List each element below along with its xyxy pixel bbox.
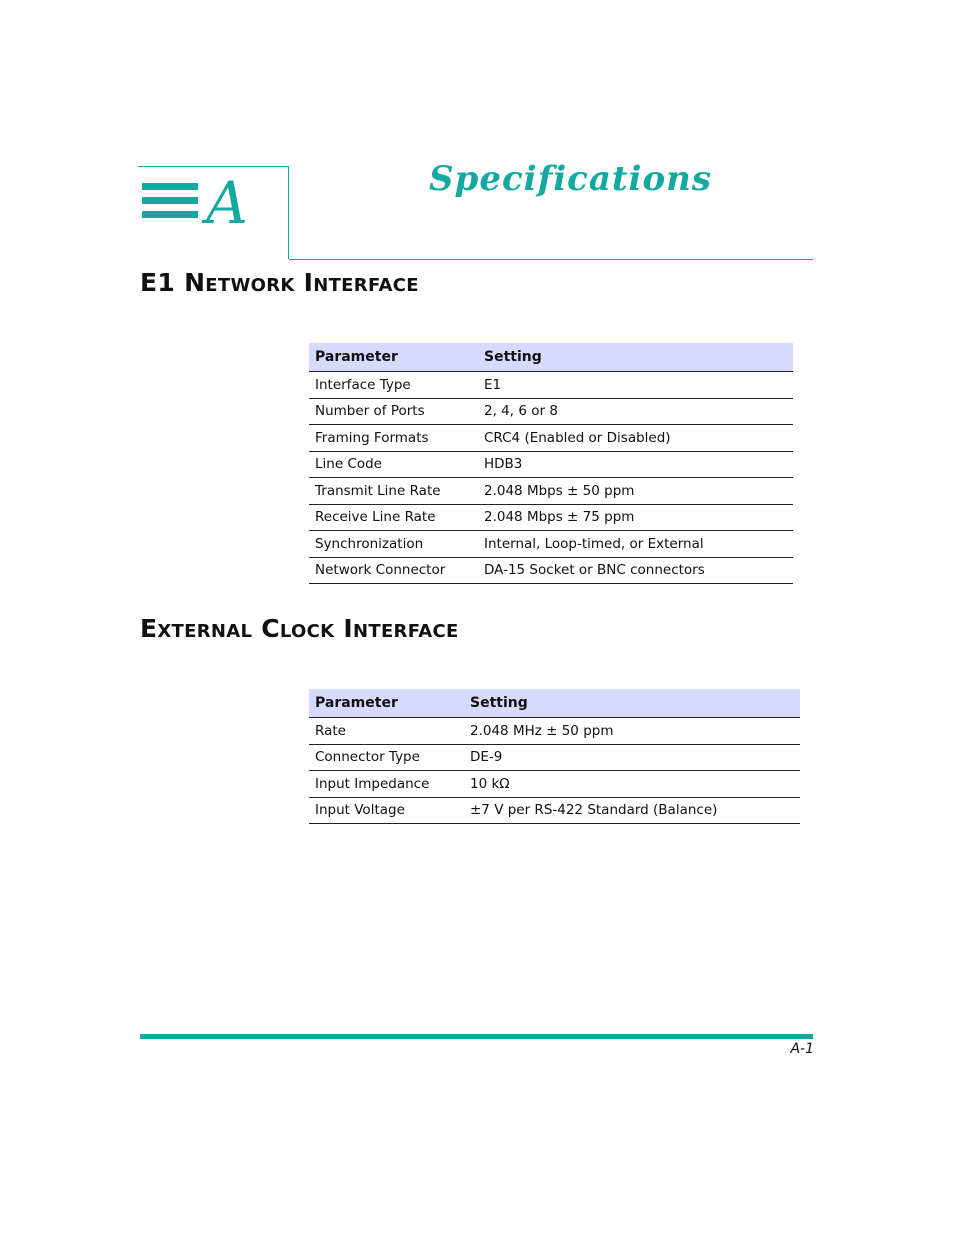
table-row [309, 744, 800, 771]
table-header-row [309, 689, 800, 718]
setting-cell: 2.048 MHz ± 50 ppm [464, 718, 800, 745]
parameter-cell: Network Connector [309, 557, 478, 584]
table-row [309, 451, 793, 478]
chapter-letter: A [206, 169, 248, 237]
parameter-cell: Number of Ports [309, 398, 478, 425]
table-row [309, 425, 793, 452]
parameter-cell: Synchronization [309, 531, 478, 558]
parameter-cell: Receive Line Rate [309, 504, 478, 531]
setting-cell: ±7 V per RS-422 Standard (Balance) [464, 797, 800, 824]
setting-cell: DE-9 [464, 744, 800, 771]
chapter-rule [289, 259, 813, 260]
table-row [309, 478, 793, 505]
column-header-setting: Setting [464, 689, 800, 718]
parameter-cell: Interface Type [309, 372, 478, 399]
parameter-cell: Input Voltage [309, 797, 464, 824]
column-header-parameter: Parameter [309, 689, 464, 718]
table-row [309, 531, 793, 558]
parameter-cell: Connector Type [309, 744, 464, 771]
table-row [309, 718, 800, 745]
column-header-setting: Setting [478, 343, 793, 372]
parameter-cell: Input Impedance [309, 771, 464, 798]
bar [142, 183, 198, 190]
table-row [309, 398, 793, 425]
chapter-title: Specifications [429, 159, 713, 199]
table-row [309, 797, 800, 824]
section-heading-e1-network-interface: E1 Network Interface [140, 268, 419, 297]
parameter-cell: Framing Formats [309, 425, 478, 452]
footer-rule [140, 1034, 813, 1039]
setting-cell: 10 kΩ [464, 771, 800, 798]
setting-cell: CRC4 (Enabled or Disabled) [478, 425, 793, 452]
bar [142, 211, 198, 218]
external-clock-interface-table [309, 689, 800, 824]
setting-cell: E1 [478, 372, 793, 399]
setting-cell: DA-15 Socket or BNC connectors [478, 557, 793, 584]
table-header-row [309, 343, 793, 372]
table-row [309, 771, 800, 798]
parameter-cell: Rate [309, 718, 464, 745]
setting-cell: HDB3 [478, 451, 793, 478]
setting-cell: 2.048 Mbps ± 75 ppm [478, 504, 793, 531]
parameter-cell: Transmit Line Rate [309, 478, 478, 505]
setting-cell: 2, 4, 6 or 8 [478, 398, 793, 425]
bar [142, 197, 198, 204]
column-header-parameter: Parameter [309, 343, 478, 372]
setting-cell: Internal, Loop-timed, or External [478, 531, 793, 558]
setting-cell: 2.048 Mbps ± 50 ppm [478, 478, 793, 505]
e1-network-interface-table [309, 343, 793, 584]
table-row [309, 504, 793, 531]
page-number: A-1 [790, 1041, 814, 1057]
chapter-bars-icon [142, 183, 198, 225]
parameter-cell: Line Code [309, 451, 478, 478]
table-row [309, 372, 793, 399]
table-row [309, 557, 793, 584]
section-heading-external-clock-interface: External Clock Interface [140, 614, 459, 643]
